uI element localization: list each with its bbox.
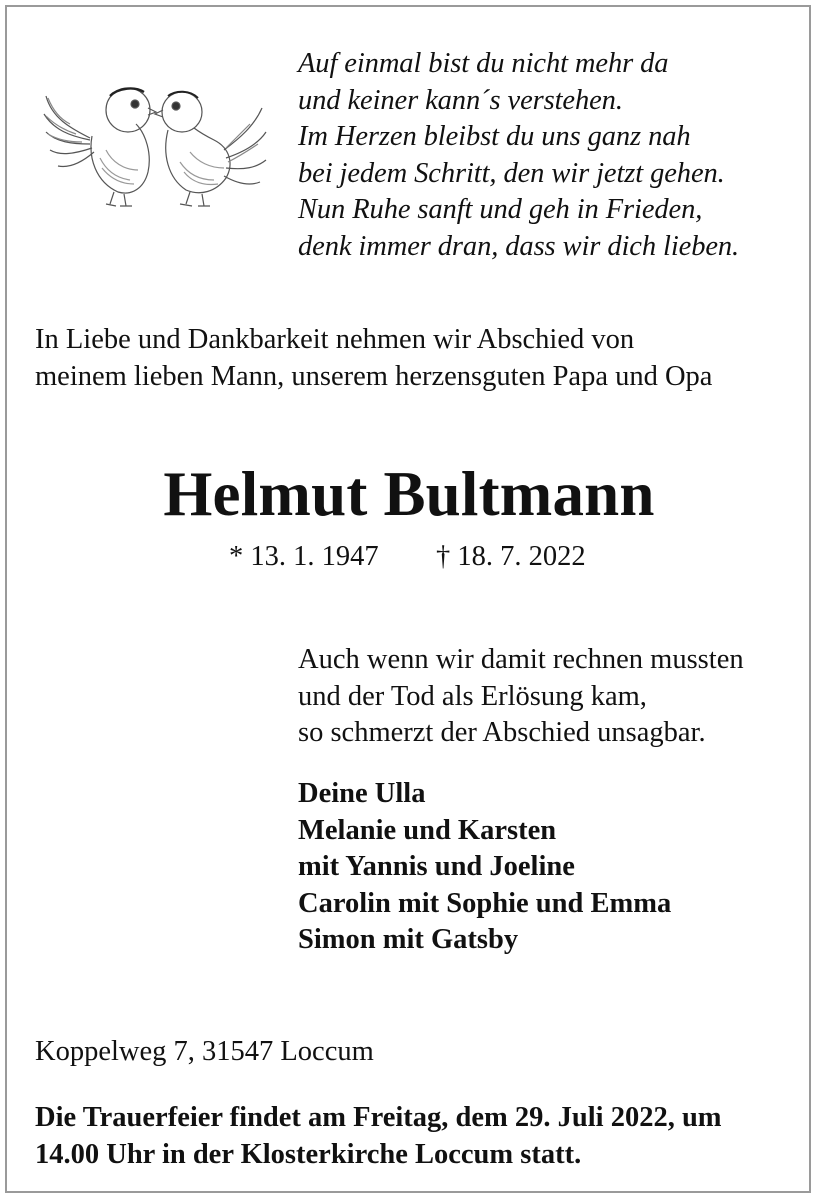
intro-line: In Liebe und Dankbarkeit nehmen wir Abschied von [35, 324, 635, 355]
poem-line: und keiner kann´s verstehen. [298, 84, 623, 116]
mourner-line: Deine Ulla [298, 778, 426, 809]
closing-line: so schmerzt der Abschied unsagbar. [298, 717, 706, 749]
mourner-line: Carolin mit Sophie und Emma [298, 887, 672, 919]
mourner-line: mit Yannis und Joeline [298, 851, 575, 883]
mourner-line: Simon mit Gatsby [298, 924, 519, 956]
death-date: † 18. 7. 2022 [436, 541, 586, 572]
service-info [35, 1100, 722, 1173]
poem [298, 46, 739, 266]
mourners-list [298, 776, 671, 959]
service-line: Die Trauerfeier findet am Freitag, dem 29. Juli 2022, um [35, 1102, 722, 1133]
service-line: 14.00 Uhr in der Klosterkirche Loccum statt. [35, 1138, 582, 1170]
closing-line: Auch wenn wir damit rechnen mussten [298, 644, 744, 675]
deceased-name: Helmut Bultmann [163, 459, 655, 529]
poem-line: denk immer dran, dass wir dich lieben. [298, 230, 740, 262]
poem-line: Im Herzen bleibst du uns ganz nah [298, 121, 691, 153]
poem-line: Nun Ruhe sanft und geh in Frieden, [298, 194, 703, 226]
birth-date: * 13. 1. 1947 [229, 541, 379, 572]
doves-icon [40, 78, 270, 213]
poem-line: bei jedem Schritt, den wir jetzt gehen. [298, 157, 725, 189]
intro-line: meinem lieben Mann, unserem herzensguten Papa und Opa [35, 360, 713, 392]
poem-line: Auf einmal bist du nicht mehr da [298, 48, 669, 79]
address: Koppelweg 7, 31547 Loccum [35, 1036, 374, 1067]
intro-text [35, 322, 712, 395]
closing-line: und der Tod als Erlösung kam, [298, 680, 647, 712]
closing-text [298, 642, 744, 752]
mourner-line: Melanie und Karsten [298, 814, 557, 846]
